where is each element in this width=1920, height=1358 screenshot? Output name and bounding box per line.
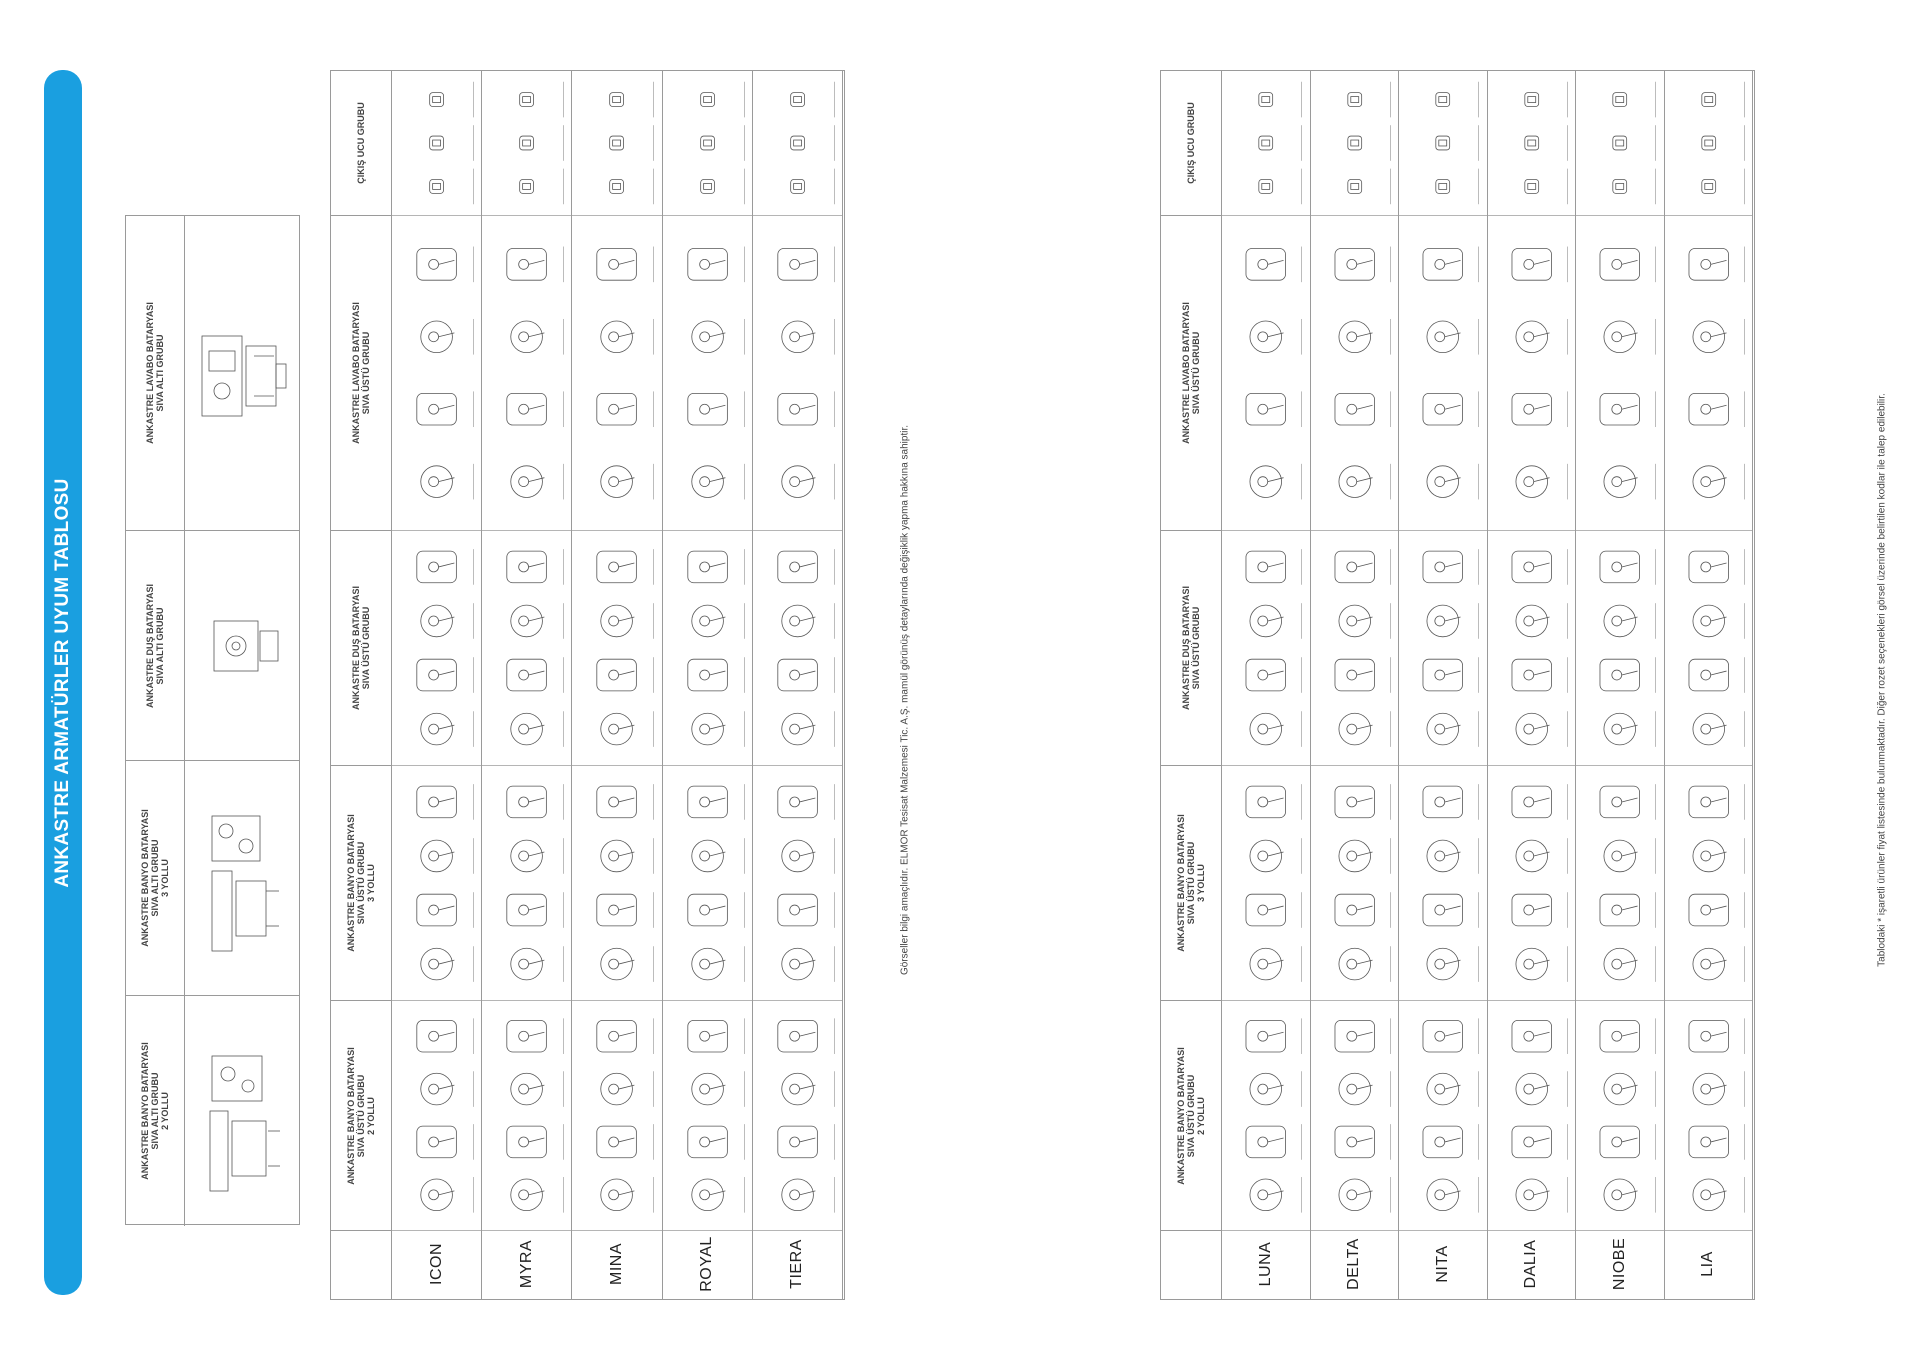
- product-cell: [482, 531, 571, 766]
- under-plaster-label: ANKASTRE BANYO BATARYASI SIVA ALTI GRUBU 3 YOLLU: [140, 809, 170, 947]
- product-cell: [1399, 1001, 1487, 1231]
- product-drawing: [1222, 216, 1310, 530]
- column-header-label: ANKASTRE BANYO BATARYASI SIVA ÜSTÜ GRUBU 2 YOLLU: [346, 1046, 376, 1185]
- product-drawing: [482, 216, 571, 530]
- product-cell: [482, 766, 571, 1001]
- series-row: [663, 71, 753, 1299]
- product-cell: [1222, 531, 1310, 766]
- product-drawing: [1399, 71, 1487, 215]
- product-drawing: [663, 216, 752, 530]
- column-header: [331, 766, 391, 1001]
- under-plaster-label: ANKASTRE DUŞ BATARYASI SIVA ALTI GRUBU: [145, 583, 165, 708]
- column-header-label: ANKASTRE BANYO BATARYASI SIVA ÜSTÜ GRUBU 2 YOLLU: [1176, 1046, 1206, 1185]
- product-cell: [1399, 71, 1487, 216]
- product-cell: [663, 71, 752, 216]
- product-cell: [1222, 216, 1310, 531]
- series-name-cell: [1488, 1231, 1576, 1297]
- series-name: MINA: [607, 1243, 625, 1285]
- product-cell: [572, 766, 661, 1001]
- product-drawing: [1665, 531, 1753, 765]
- series-name-cell: [392, 1231, 481, 1297]
- column-header: [1161, 216, 1221, 531]
- product-cell: [1399, 531, 1487, 766]
- column-header-label: ANKASTRE DUŞ BATARYASI SIVA ÜSTÜ GRUBU: [1181, 585, 1201, 711]
- product-drawing: [1576, 766, 1664, 1000]
- product-cell: [1665, 531, 1753, 766]
- product-drawing: [1311, 216, 1399, 530]
- column-header: [1161, 71, 1221, 216]
- product-cell: [572, 531, 661, 766]
- product-drawing: [663, 531, 752, 765]
- product-drawing: [392, 216, 481, 530]
- product-cell: [1311, 71, 1399, 216]
- product-cell: [572, 71, 661, 216]
- product-cell: [1488, 71, 1576, 216]
- product-drawing: [482, 531, 571, 765]
- product-drawing: [753, 216, 842, 530]
- series-name: DALIA: [1522, 1239, 1540, 1289]
- product-drawing: [1576, 216, 1664, 530]
- product-drawing: [663, 71, 752, 215]
- under-plaster-shower: [126, 531, 299, 761]
- series-name: ROYAL: [698, 1236, 716, 1292]
- product-drawing: [1222, 71, 1310, 215]
- product-drawing: [753, 766, 842, 1000]
- product-cell: [572, 216, 661, 531]
- product-drawing: [392, 766, 481, 1000]
- product-cell: [482, 216, 571, 531]
- product-drawing: [572, 71, 661, 215]
- product-drawing: [753, 71, 842, 215]
- series-row: [572, 71, 662, 1299]
- product-cell: [1665, 766, 1753, 1001]
- product-drawing: [1399, 1001, 1487, 1230]
- product-cell: [1222, 766, 1310, 1001]
- page-title: ANKASTRE ARMATÜRLER UYUM TABLOSU: [52, 477, 73, 888]
- product-cell: [392, 531, 481, 766]
- product-cell: [1488, 766, 1576, 1001]
- series-name-cell: [1576, 1231, 1664, 1297]
- product-drawing: [1311, 1001, 1399, 1230]
- column-header-label: ANKASTRE BANYO BATARYASI SIVA ÜSTÜ GRUBU 3 YOLLU: [346, 814, 376, 952]
- product-cell: [482, 71, 571, 216]
- column-header: [1161, 531, 1221, 766]
- series-name-cell: [753, 1231, 842, 1297]
- product-cell: [663, 216, 752, 531]
- product-cell: [1665, 71, 1753, 216]
- product-drawing: [1222, 1001, 1310, 1230]
- product-drawing: [1488, 216, 1576, 530]
- product-cell: [1399, 766, 1487, 1001]
- series-name-cell: [482, 1231, 571, 1297]
- compatibility-table-right: [1160, 70, 1755, 1300]
- product-cell: [1222, 71, 1310, 216]
- under-plaster-drawing: [184, 996, 299, 1226]
- product-drawing: [1399, 216, 1487, 530]
- series-name-cell: [572, 1231, 661, 1297]
- series-name-cell: [1665, 1231, 1753, 1297]
- product-cell: [1488, 531, 1576, 766]
- product-drawing: [1311, 766, 1399, 1000]
- product-drawing: [572, 531, 661, 765]
- series-name: TIERA: [788, 1239, 806, 1289]
- product-cell: [392, 1001, 481, 1231]
- product-cell: [753, 531, 842, 766]
- under-plaster-bath-3way: [126, 761, 299, 996]
- product-drawing: [1488, 531, 1576, 765]
- series-name: LUNA: [1256, 1241, 1274, 1287]
- under-plaster-drawing: [184, 761, 299, 995]
- disclaimer-note: Görseller bilgi amaçlıdır. ELMOR Tesisat Malzemesi Tic. A.Ş. mamül görünüş detaylarında değişiklik yapma hakkına sahiptir.: [899, 424, 911, 976]
- product-cell: [1311, 766, 1399, 1001]
- series-row: [482, 71, 572, 1299]
- column-header: [331, 216, 391, 531]
- product-cell: [392, 766, 481, 1001]
- product-drawing: [1576, 1001, 1664, 1230]
- product-cell: [1399, 216, 1487, 531]
- series-name: DELTA: [1345, 1238, 1363, 1290]
- product-drawing: [663, 766, 752, 1000]
- series-row: [1399, 71, 1488, 1299]
- column-header-label: ÇIKIŞ UCU GRUBU: [356, 102, 366, 184]
- series-name-cell: [1222, 1231, 1310, 1297]
- product-drawing: [1488, 71, 1576, 215]
- series-name: ICON: [427, 1243, 445, 1285]
- series-name: MYRA: [517, 1239, 535, 1289]
- column-header-label: ANKASTRE LAVABO BATARYASI SIVA ÜSTÜ GRUBU: [1181, 302, 1201, 444]
- column-header: [331, 531, 391, 766]
- product-drawing: [1222, 531, 1310, 765]
- product-drawing: [753, 531, 842, 765]
- series-row: [1222, 71, 1311, 1299]
- product-cell: [392, 71, 481, 216]
- under-plaster-basin: [126, 216, 299, 531]
- product-drawing: [1488, 766, 1576, 1000]
- series-name-cell: [663, 1231, 752, 1297]
- product-cell: [753, 216, 842, 531]
- series-name: NITA: [1433, 1245, 1451, 1283]
- product-drawing: [572, 216, 661, 530]
- series-row: [1665, 71, 1754, 1299]
- series-row: [753, 71, 843, 1299]
- product-drawing: [1311, 71, 1399, 215]
- product-cell: [1222, 1001, 1310, 1231]
- product-drawing: [572, 1001, 661, 1230]
- compatibility-table-left: [330, 70, 845, 1300]
- product-cell: [1488, 1001, 1576, 1231]
- product-drawing: [1665, 216, 1753, 530]
- product-cell: [1488, 216, 1576, 531]
- product-drawing: [753, 1001, 842, 1230]
- product-drawing: [1311, 531, 1399, 765]
- product-drawing: [1665, 71, 1753, 215]
- product-cell: [753, 71, 842, 216]
- series-name-cell: [1399, 1231, 1487, 1297]
- product-cell: [753, 766, 842, 1001]
- product-cell: [1311, 216, 1399, 531]
- series-name: LIA: [1699, 1251, 1717, 1277]
- product-cell: [753, 1001, 842, 1231]
- product-drawing: [1665, 1001, 1753, 1230]
- series-row: [392, 71, 482, 1299]
- product-cell: [1311, 531, 1399, 766]
- product-cell: [663, 531, 752, 766]
- series-name-cell: [1311, 1231, 1399, 1297]
- product-cell: [1576, 216, 1664, 531]
- under-plaster-bath-2way: [126, 996, 299, 1226]
- series-row: [1488, 71, 1577, 1299]
- column-header-label: ÇIKIŞ UCU GRUBU: [1186, 102, 1196, 184]
- product-cell: [1576, 766, 1664, 1001]
- product-drawing: [482, 1001, 571, 1230]
- under-plaster-drawing: [184, 216, 299, 530]
- column-header-label: ANKASTRE BANYO BATARYASI SIVA ÜSTÜ GRUBU 3 YOLLU: [1176, 814, 1206, 952]
- product-drawing: [392, 531, 481, 765]
- column-header: [331, 1001, 391, 1231]
- product-drawing: [572, 766, 661, 1000]
- column-header: [1161, 766, 1221, 1001]
- product-cell: [1576, 1001, 1664, 1231]
- product-drawing: [1488, 1001, 1576, 1230]
- product-drawing: [482, 766, 571, 1000]
- product-cell: [572, 1001, 661, 1231]
- product-cell: [1576, 531, 1664, 766]
- series-row: [1576, 71, 1665, 1299]
- column-header: [1161, 1001, 1221, 1231]
- product-drawing: [482, 71, 571, 215]
- under-plaster-drawing: [184, 531, 299, 760]
- column-header-label: ANKASTRE LAVABO BATARYASI SIVA ÜSTÜ GRUBU: [351, 302, 371, 444]
- column-header: [331, 71, 391, 216]
- product-cell: [1311, 1001, 1399, 1231]
- product-drawing: [1576, 531, 1664, 765]
- under-plaster-label: ANKASTRE BANYO BATARYASI SIVA ALTI GRUBU 2 YOLLU: [140, 1042, 170, 1180]
- under-plaster-label: ANKASTRE LAVABO BATARYASI SIVA ALTI GRUBU: [145, 302, 165, 444]
- product-cell: [1665, 216, 1753, 531]
- product-cell: [392, 216, 481, 531]
- product-drawing: [1665, 766, 1753, 1000]
- product-drawing: [1576, 71, 1664, 215]
- product-drawing: [392, 1001, 481, 1230]
- product-drawing: [1399, 531, 1487, 765]
- product-cell: [663, 1001, 752, 1231]
- footnote: Tablodaki * işaretli ürünler fiyat listesinde bulunmaktadır. Diğer rozet seçenekleri görsel üzerinde belirtilen kodlar ile talep edilebilir.: [1876, 393, 1888, 967]
- product-drawing: [1222, 766, 1310, 1000]
- title-bar: [44, 70, 82, 1295]
- product-drawing: [663, 1001, 752, 1230]
- product-drawing: [392, 71, 481, 215]
- product-cell: [663, 766, 752, 1001]
- series-name: NIOBE: [1610, 1237, 1628, 1291]
- product-cell: [1665, 1001, 1753, 1231]
- product-cell: [1576, 71, 1664, 216]
- series-row: [1311, 71, 1400, 1299]
- product-drawing: [1399, 766, 1487, 1000]
- product-cell: [482, 1001, 571, 1231]
- column-header-label: ANKASTRE DUŞ BATARYASI SIVA ÜSTÜ GRUBU: [351, 585, 371, 711]
- under-plaster-table: [125, 215, 300, 1225]
